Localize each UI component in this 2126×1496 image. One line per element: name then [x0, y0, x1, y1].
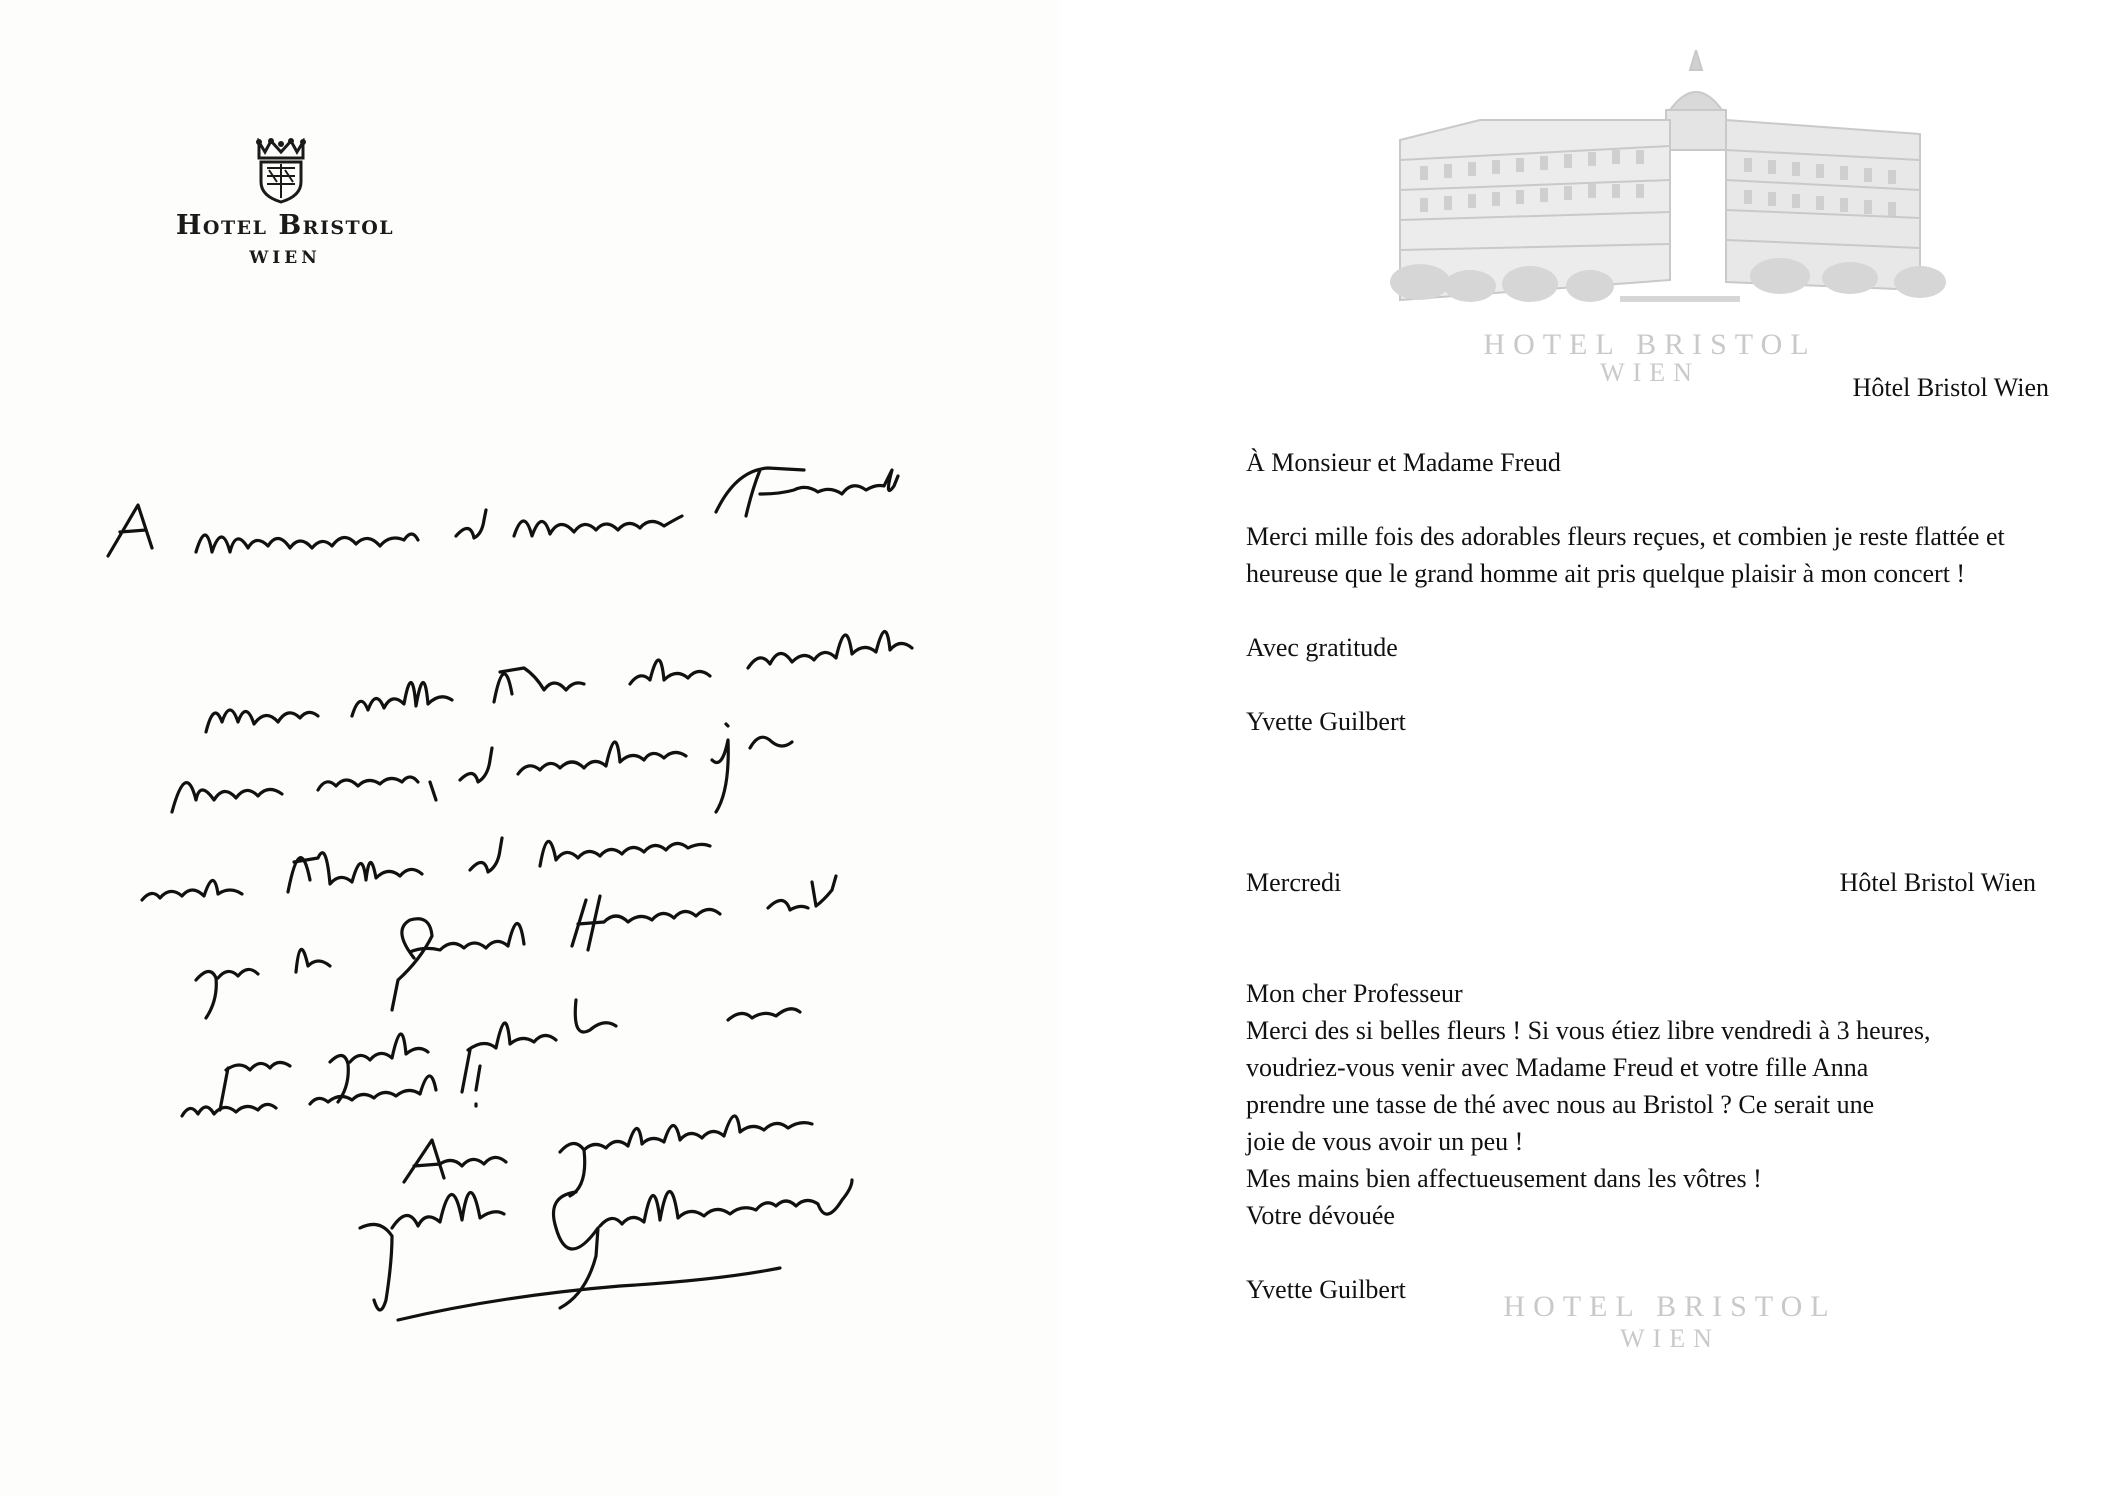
transcription-page — [1060, 0, 2126, 1496]
letter1-salutation: À Monsieur et Madame Freud — [1246, 448, 1561, 477]
stamp-city: WIEN — [1620, 1324, 1720, 1353]
letter2-salutation: Mon cher Professeur — [1246, 979, 1463, 1008]
letterhead-hotel-name: Hotel Bristol — [175, 210, 395, 241]
letter2-body-line: voudriez-vous venir avec Madame Freud et votre fille Anna — [1246, 1053, 1869, 1082]
letter2-day: Mercredi — [1246, 868, 1342, 897]
engraving-caption-hotel: HOTEL BRISTOL — [1483, 328, 1817, 361]
letter2-body — [1246, 1012, 2036, 1197]
letter1-closing: Avec gratitude — [1246, 633, 1398, 662]
letter2-body-line: joie de vous avoir un peu ! — [1246, 1127, 1524, 1156]
engraving-caption-city: WIEN — [1600, 358, 1700, 387]
handwritten-letter-page — [0, 0, 1060, 1496]
hotel-building-engraving — [1360, 50, 1980, 320]
letter1-signature: Yvette Guilbert — [1246, 707, 1406, 736]
letter1-body: Merci mille fois des adorables fleurs reçues, et combien je reste flattée et heureuse que le grand homme ait pris quelque plaisir à mon concert ! — [1246, 522, 2005, 588]
letter2-signature: Yvette Guilbert — [1246, 1275, 1406, 1304]
letter2-body-line: Merci des si belles fleurs ! Si vous étiez libre vendredi à 3 heures, — [1246, 1016, 1931, 1045]
letter2-header: Hôtel Bristol Wien — [1839, 868, 2036, 897]
letter1-header: Hôtel Bristol Wien — [1852, 373, 2049, 402]
stamp-hotel: HOTEL BRISTOL — [1503, 1290, 1837, 1323]
handwritten-text-image — [0, 0, 1060, 1496]
letter2-body-line: Mes mains bien affectueusement dans les vôtres ! — [1246, 1164, 1762, 1193]
letterhead-city: WIEN — [249, 248, 321, 268]
letter2-closing: Votre dévouée — [1246, 1201, 1395, 1230]
letter2-body-line: prendre une tasse de thé avec nous au Bristol ? Ce serait une — [1246, 1090, 1875, 1119]
